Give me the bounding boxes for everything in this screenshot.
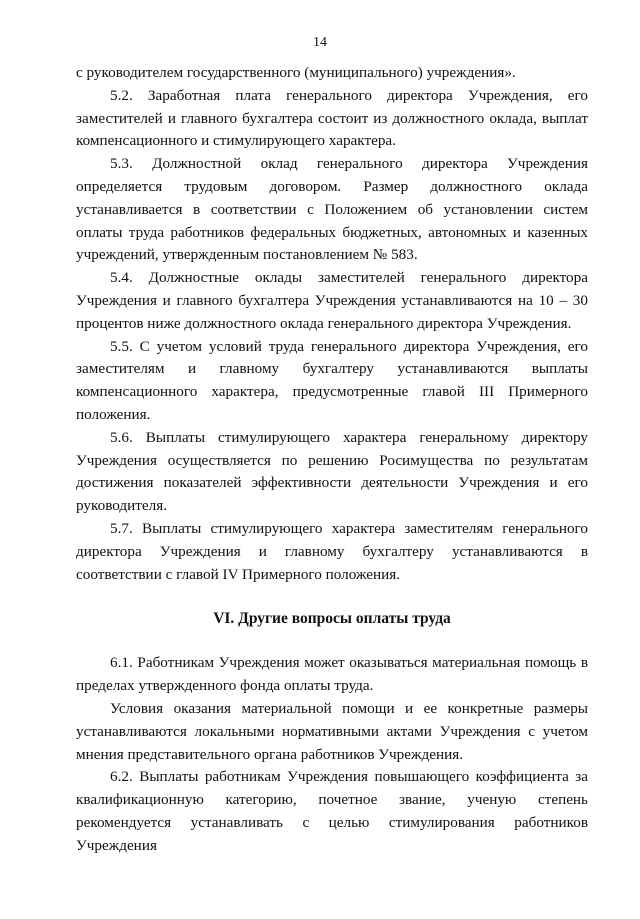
document-body (76, 62, 588, 858)
paragraph-6-2: 6.2. Выплаты работникам Учреждения повышающего коэффициента за квалификационную категорию, почетное звание, ученую степень рекомендуется устанавливать с целью стимулирования работников Учреждения (76, 768, 588, 854)
paragraph-5-5: 5.5. С учетом условий труда генерального директора Учреждения, его заместителям и главному бухгалтеру устанавливаются выплаты компенсационного характера, предусмотренные главой III Примерного положения. (76, 337, 588, 423)
paragraph-5-3: 5.3. Должностной оклад генерального директора Учреждения определяется трудовым договором. Размер должностного оклада устанавливается в соответствии с Положением об установлении систем оплаты труда работников федеральных бюджетных, автономных и казенных учреждений, утвержденным постановлением № 583. (76, 155, 588, 264)
paragraph-material-aid-conditions: Условия оказания материальной помощи и ее конкретные размеры устанавливаются локальными нормативными актами Учреждения с учетом мнения представительного органа работников Учреждения. (76, 699, 588, 763)
paragraph-continuation: с руководителем государственного (муниципального) учреждения». (76, 64, 516, 81)
paragraph-5-2: 5.2. Заработная плата генерального директора Учреждения, его заместителей и главного бухгалтера состоит из должностного оклада, выплат компенсационного и стимулирующего характера. (76, 86, 588, 150)
section-heading: VI. Другие вопросы оплаты труда (213, 610, 451, 628)
paragraph-5-4: 5.4. Должностные оклады заместителей генерального директора Учреждения и главного бухгалтера Учреждения устанавливаются на 10 – 30 процентов ниже должностного оклада генерального директора Учреждения. (76, 269, 588, 332)
paragraph-5-7: 5.7. Выплаты стимулирующего характера заместителям генерального директора Учреждения и главному бухгалтеру устанавливаются в соответствии с главой IV Примерного положения. (76, 519, 588, 583)
paragraph-6-1: 6.1. Работникам Учреждения может оказываться материальная помощь в пределах утвержденного фонда оплаты труда. (76, 654, 588, 695)
paragraph-5-6: 5.6. Выплаты стимулирующего характера генеральному директору Учреждения осуществляется по решению Росимущества по результатам достижения показателей эффективности деятельности Учреждения и его руководителя. (76, 428, 588, 515)
page-number: 14 (313, 35, 327, 50)
